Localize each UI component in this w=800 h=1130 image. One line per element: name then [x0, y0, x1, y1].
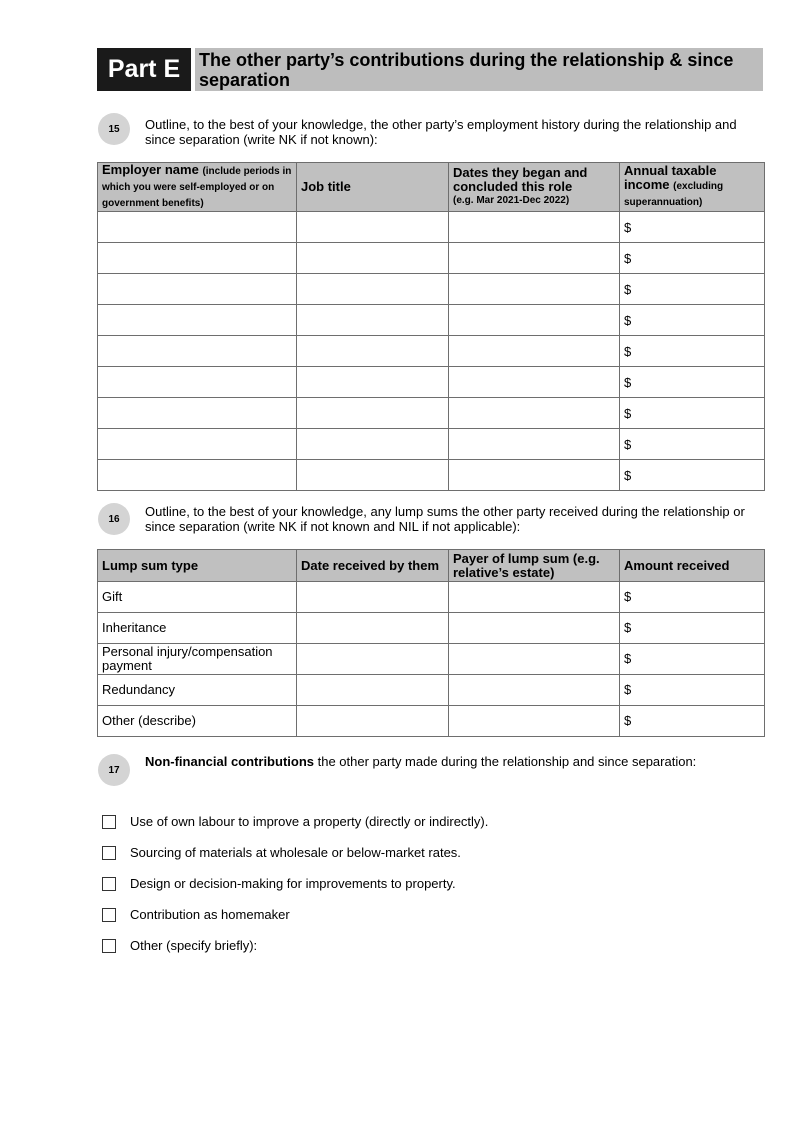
table-row: [98, 367, 765, 398]
question-17-text: [145, 754, 745, 769]
lump-sum-table: [97, 549, 765, 737]
table-header-row: [98, 163, 765, 212]
dates-cell[interactable]: [449, 305, 620, 336]
table-row: [98, 336, 765, 367]
checkbox[interactable]: [102, 815, 116, 829]
employer-name-cell[interactable]: [98, 305, 297, 336]
job-title-cell[interactable]: [297, 243, 449, 274]
amount-received-header: Amount received: [620, 550, 765, 582]
job-title-cell[interactable]: [297, 460, 449, 491]
income-cell[interactable]: [620, 212, 765, 243]
checkbox[interactable]: [102, 877, 116, 891]
employer-name-cell[interactable]: [98, 274, 297, 305]
checkbox-option: [102, 868, 488, 899]
table-row: [98, 243, 765, 274]
dates-cell[interactable]: [449, 398, 620, 429]
checkbox[interactable]: [102, 908, 116, 922]
dates-cell[interactable]: [449, 336, 620, 367]
income-header: [620, 163, 765, 212]
question-16-text: Outline, to the best of your knowledge, any lump sums the other party received during the relationship or since separation (write NK if not known and NIL if not applicable):: [145, 504, 745, 534]
job-title-cell[interactable]: [297, 336, 449, 367]
dates-note: (e.g. Mar 2021-Dec 2022): [453, 195, 570, 206]
currency-symbol: $: [624, 467, 632, 483]
date-received-cell[interactable]: [297, 706, 449, 737]
amount-received-cell[interactable]: [620, 644, 765, 675]
checkbox-option: [102, 806, 488, 837]
job-title-cell[interactable]: [297, 429, 449, 460]
table-row: [98, 398, 765, 429]
employer-name-header: [98, 163, 297, 212]
part-title: The other party’s contributions during the relationship & since separation: [195, 48, 763, 91]
currency-symbol: $: [624, 343, 632, 359]
table-row: [98, 706, 765, 737]
checkbox-option: [102, 930, 488, 961]
employer-name-label: Employer name: [102, 162, 199, 177]
income-cell[interactable]: [620, 367, 765, 398]
table-header-row: [98, 550, 765, 582]
employer-name-cell[interactable]: [98, 367, 297, 398]
currency-symbol: $: [624, 620, 632, 635]
dates-cell[interactable]: [449, 243, 620, 274]
table-row: [98, 212, 765, 243]
income-cell[interactable]: [620, 243, 765, 274]
checkbox-label: Use of own labour to improve a property (directly or indirectly).: [130, 814, 489, 829]
checkbox[interactable]: [102, 846, 116, 860]
checkbox-option: [102, 899, 488, 930]
income-cell[interactable]: [620, 305, 765, 336]
income-cell[interactable]: [620, 460, 765, 491]
employer-name-cell[interactable]: [98, 398, 297, 429]
payer-cell[interactable]: [449, 582, 620, 613]
table-row: [98, 429, 765, 460]
question-number-17: 17: [98, 754, 130, 786]
income-cell[interactable]: [620, 336, 765, 367]
amount-received-cell[interactable]: [620, 706, 765, 737]
lump-sum-type-cell: Gift: [98, 582, 297, 613]
employer-name-cell[interactable]: [98, 429, 297, 460]
checkbox-option: [102, 837, 488, 868]
checkbox[interactable]: [102, 939, 116, 953]
checkbox-label: Design or decision-making for improvements to property.: [130, 876, 456, 891]
dates-header: [449, 163, 620, 212]
table-row: [98, 274, 765, 305]
income-cell[interactable]: [620, 274, 765, 305]
date-received-cell[interactable]: [297, 613, 449, 644]
job-title-cell[interactable]: [297, 398, 449, 429]
currency-symbol: $: [624, 713, 632, 728]
table-row: [98, 460, 765, 491]
payer-cell[interactable]: [449, 706, 620, 737]
currency-symbol: $: [624, 651, 632, 666]
lump-sum-type-cell: Other (describe): [98, 706, 297, 737]
income-cell[interactable]: [620, 429, 765, 460]
lump-sum-type-cell: Redundancy: [98, 675, 297, 706]
date-received-cell[interactable]: [297, 675, 449, 706]
lump-sum-type-cell: Inheritance: [98, 613, 297, 644]
dates-cell[interactable]: [449, 212, 620, 243]
payer-header: Payer of lump sum (e.g. relative’s estate): [449, 550, 620, 582]
employer-name-cell[interactable]: [98, 336, 297, 367]
income-note: (excluding superannuation): [624, 181, 724, 208]
date-received-cell[interactable]: [297, 582, 449, 613]
date-received-header: Date received by them: [297, 550, 449, 582]
currency-symbol: $: [624, 589, 632, 604]
lump-sum-type-cell: Personal injury/compensation payment: [98, 644, 297, 675]
job-title-header: Job title: [297, 163, 449, 212]
employer-name-cell[interactable]: [98, 212, 297, 243]
question-number-15: 15: [98, 113, 130, 145]
dates-cell[interactable]: [449, 460, 620, 491]
income-cell[interactable]: [620, 398, 765, 429]
employer-name-cell[interactable]: [98, 243, 297, 274]
dates-cell[interactable]: [449, 274, 620, 305]
question-17-bold: Non-financial contributions: [145, 754, 314, 769]
employment-history-table: [97, 162, 765, 491]
part-label: Part E: [97, 48, 191, 91]
currency-symbol: $: [624, 682, 632, 697]
table-row: [98, 675, 765, 706]
payer-cell[interactable]: [449, 675, 620, 706]
question-number-16: 16: [98, 503, 130, 535]
currency-symbol: $: [624, 374, 632, 390]
job-title-cell[interactable]: [297, 212, 449, 243]
amount-received-cell[interactable]: [620, 675, 765, 706]
currency-symbol: $: [624, 405, 632, 421]
income-label: Annual taxable income: [624, 163, 717, 192]
checkbox-label: Contribution as homemaker: [130, 907, 290, 922]
currency-symbol: $: [624, 312, 632, 328]
date-received-cell[interactable]: [297, 644, 449, 675]
amount-received-cell[interactable]: [620, 613, 765, 644]
table-row: [98, 305, 765, 336]
amount-received-cell[interactable]: [620, 582, 765, 613]
currency-symbol: $: [624, 436, 632, 452]
job-title-cell[interactable]: [297, 274, 449, 305]
question-15-text: Outline, to the best of your knowledge, the other party’s employment history during the relationship and since separation (write NK if not known):: [145, 117, 737, 147]
dates-cell[interactable]: [449, 429, 620, 460]
dates-cell[interactable]: [449, 367, 620, 398]
checkbox-label: Other (specify briefly):: [130, 938, 258, 953]
currency-symbol: $: [624, 281, 632, 297]
table-row: [98, 613, 765, 644]
currency-symbol: $: [624, 250, 632, 266]
lump-sum-type-header: Lump sum type: [98, 550, 297, 582]
checkbox-label: Sourcing of materials at wholesale or below-market rates.: [130, 845, 461, 860]
contribution-checklist: [102, 806, 488, 961]
employer-name-cell[interactable]: [98, 460, 297, 491]
job-title-cell[interactable]: [297, 367, 449, 398]
job-title-cell[interactable]: [297, 305, 449, 336]
dates-label: Dates they began and concluded this role: [453, 165, 588, 194]
part-header: [97, 48, 763, 91]
payer-cell[interactable]: [449, 644, 620, 675]
employer-name-note: (include periods in which you were self-employed or on government benefits): [102, 166, 292, 209]
question-17-rest: the other party made during the relationship and since separation:: [314, 754, 697, 769]
table-row: [98, 644, 765, 675]
payer-cell[interactable]: [449, 613, 620, 644]
currency-symbol: $: [624, 219, 632, 235]
table-row: [98, 582, 765, 613]
